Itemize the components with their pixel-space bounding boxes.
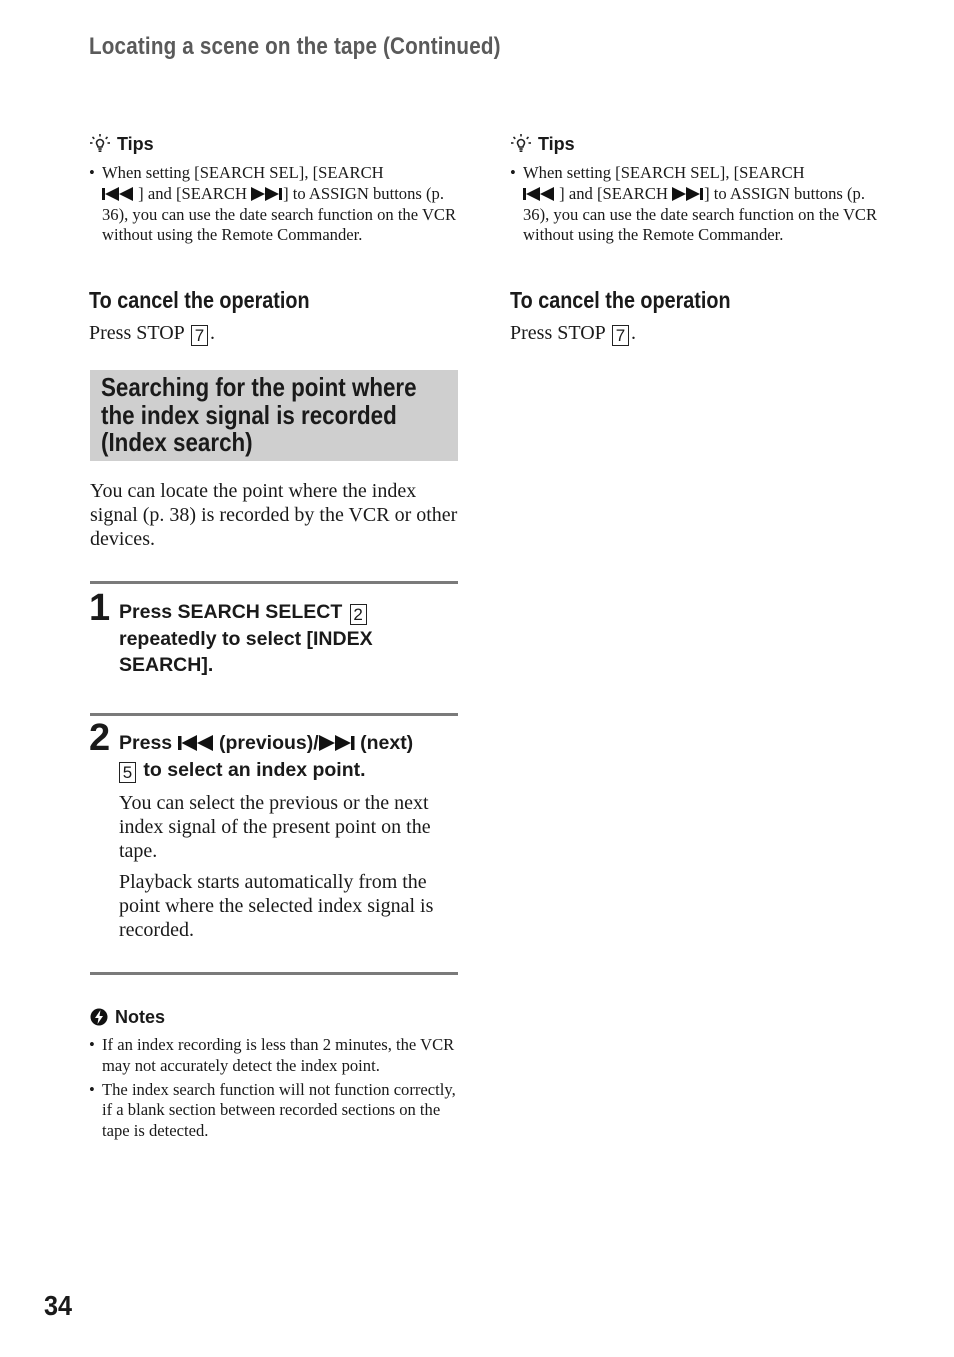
caution-icon <box>89 1007 109 1027</box>
tips-heading <box>89 133 457 155</box>
tips-label: Tips <box>538 133 575 154</box>
notes-item: • The index search function will not function correctly, if a blank section between recorded sections on the tape is detected. <box>89 1080 457 1142</box>
tips-item <box>510 163 878 246</box>
cancel-heading: To cancel the operation <box>510 287 731 313</box>
step-2-body <box>119 791 459 949</box>
step-1-text-b: repeatedly to select [INDEX SEARCH]. <box>119 627 373 676</box>
section-title: Searching for the point where the index signal is recorded (Index search) <box>101 372 417 457</box>
step-1-text <box>119 599 459 679</box>
tips-text-part1: When setting [SEARCH SEL], [SEARCH <box>523 163 805 182</box>
step-2-text-a: Press <box>119 732 173 754</box>
step-divider <box>90 713 458 716</box>
tips-heading <box>510 133 878 155</box>
tips-text-part1: When setting [SEARCH SEL], [SEARCH <box>102 163 384 182</box>
step-2-text-c: (next) <box>360 732 414 754</box>
cancel-instruction <box>89 321 457 346</box>
lightbulb-icon <box>510 133 532 155</box>
tips-block-right <box>510 133 878 247</box>
cancel-heading: To cancel the operation <box>89 287 310 313</box>
skip-next-icon <box>319 735 355 751</box>
step-2-text <box>119 730 459 783</box>
stop-button-number: 7 <box>612 325 629 346</box>
cancel-block-right <box>510 287 878 346</box>
step-divider <box>90 972 458 975</box>
page-number: 34 <box>44 1290 73 1321</box>
page-header-title: Locating a scene on the tape (Continued) <box>89 33 501 60</box>
step-1-number: 1 <box>89 587 111 629</box>
cancel-period: . <box>210 322 216 344</box>
step-2-number: 2 <box>89 717 111 759</box>
tips-text-part3: ] to ASSIGN buttons (p. 36), you can use the date search function on the VCR without using the Remote Commander. <box>523 183 878 245</box>
section-title-box <box>90 370 458 461</box>
stop-button-number: 7 <box>191 325 208 346</box>
cancel-press-text: Press STOP <box>89 322 185 344</box>
notes-block <box>89 1006 457 1143</box>
cancel-instruction <box>510 321 878 346</box>
search-select-button-number: 2 <box>350 604 367 625</box>
skip-next-icon <box>251 187 283 201</box>
step-2-body-para: Playback starts automatically from the point where the selected index signal is recorded. <box>119 871 434 941</box>
tips-item <box>89 163 457 246</box>
step-divider <box>90 581 458 584</box>
prev-next-button-number: 5 <box>119 762 136 783</box>
tips-block-left <box>89 133 457 247</box>
notes-list <box>89 1035 457 1142</box>
step-2-text-b: (previous)/ <box>218 732 319 754</box>
notes-item: • If an index recording is less than 2 minutes, the VCR may not accurately detect the index point. <box>89 1035 457 1077</box>
step-2-body-para: You can select the previous or the next index signal of the present point on the tape. <box>119 792 431 862</box>
tips-list <box>89 163 457 246</box>
lightbulb-icon <box>89 133 111 155</box>
cancel-period: . <box>631 322 637 344</box>
step-2-text-d: to select an index point. <box>143 758 366 781</box>
skip-next-icon <box>672 187 704 201</box>
step-1-text-a: Press SEARCH SELECT <box>119 601 343 623</box>
skip-previous-icon <box>178 735 214 751</box>
cancel-press-text: Press STOP <box>510 322 606 344</box>
tips-text-part2: ] and [SEARCH <box>559 183 668 203</box>
notes-label: Notes <box>115 1006 166 1027</box>
skip-previous-icon <box>102 187 134 201</box>
notes-heading <box>89 1006 457 1028</box>
tips-list <box>510 163 878 246</box>
skip-previous-icon <box>523 187 555 201</box>
tips-text-part2: ] and [SEARCH <box>138 183 247 203</box>
cancel-block-left <box>89 287 457 346</box>
section-intro: You can locate the point where the index signal (p. 38) is recorded by the VCR or other devices. <box>90 480 458 550</box>
tips-label: Tips <box>117 133 154 154</box>
tips-text-part3: ] to ASSIGN buttons (p. 36), you can use the date search function on the VCR without using the Remote Commander. <box>102 183 457 245</box>
